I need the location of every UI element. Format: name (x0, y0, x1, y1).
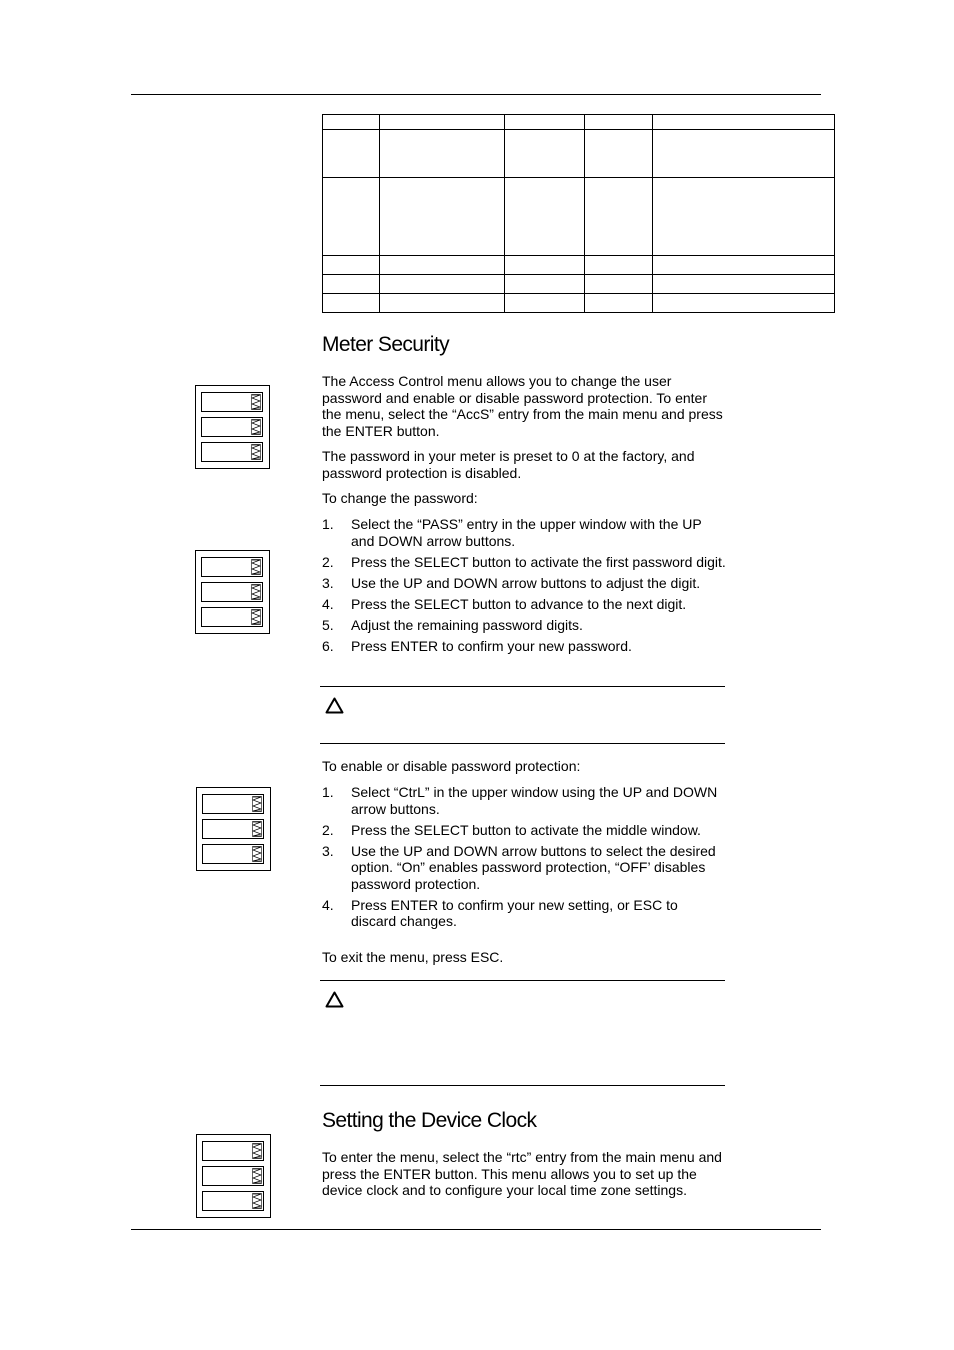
display-segment-icon (252, 821, 262, 837)
table-cell (585, 115, 653, 130)
note-rule-bottom (320, 743, 725, 744)
list-item (322, 638, 726, 655)
step-text: Press ENTER to confirm your new password. (351, 637, 632, 654)
list-item (322, 575, 726, 592)
step-text: Select “CtrL” in the upper window using the UP and DOWN arrow buttons. (351, 784, 718, 817)
display-segment-icon (252, 796, 262, 812)
table-cell (505, 130, 585, 178)
table-cell (323, 130, 380, 178)
caution-triangle-icon (325, 991, 344, 1013)
table-cell (505, 294, 585, 313)
table-cell (323, 178, 380, 256)
display-panel-icon (196, 1134, 271, 1218)
table-cell (380, 256, 505, 275)
step-text: Use the UP and DOWN arrow buttons to select the desired option. “On” enables password protection, “OFF’ disables password protection. (351, 842, 716, 892)
list-item (322, 822, 726, 839)
step-text: Select the “PASS” entry in the upper window with the UP and DOWN arrow buttons. (351, 516, 702, 549)
list-item (322, 617, 726, 634)
step-text: Press the SELECT button to advance to the next digit. (351, 595, 687, 612)
table-cell (323, 294, 380, 313)
table-cell (585, 294, 653, 313)
step-text: Adjust the remaining password digits. (351, 616, 583, 633)
table-cell (585, 130, 653, 178)
table-cell (653, 115, 835, 130)
footer-rule (131, 1229, 821, 1230)
table-cell (585, 178, 653, 256)
section-heading-device-clock: Setting the Device Clock (322, 1109, 537, 1132)
change-password-steps (322, 516, 726, 659)
intro-paragraph: The Access Control menu allows you to change the user password and enable or disable password protection. To enter the menu, select the “AccS” entry from the main menu and press the ENTER button. (322, 373, 723, 439)
step-number: 1. (322, 516, 334, 532)
table-cell (505, 256, 585, 275)
exit-menu-text: To exit the menu, press ESC. (322, 949, 504, 965)
table-row (323, 178, 835, 256)
caution-triangle-icon (325, 697, 344, 719)
change-password-lead: To change the password: (322, 490, 478, 506)
table-cell (380, 130, 505, 178)
step-number: 1. (322, 784, 334, 800)
table-cell (653, 178, 835, 256)
step-number: 2. (322, 553, 334, 570)
header-rule (131, 94, 821, 95)
display-segment-icon (252, 1168, 262, 1184)
table-cell (585, 256, 653, 275)
display-segment-icon (251, 444, 261, 460)
step-number: 4. (322, 896, 334, 913)
list-item (322, 843, 726, 893)
spec-table (322, 114, 835, 313)
list-item (322, 784, 726, 817)
display-panel-icon (195, 385, 270, 469)
table-cell (505, 178, 585, 256)
list-item (322, 596, 726, 613)
enable-protection-steps (322, 784, 726, 934)
table-row (323, 256, 835, 275)
table-cell (380, 115, 505, 130)
table-cell (653, 294, 835, 313)
table-cell (505, 115, 585, 130)
display-panel-icon (196, 787, 271, 871)
table-cell (653, 256, 835, 275)
display-segment-icon (251, 394, 261, 410)
enable-protection-lead: To enable or disable password protection: (322, 758, 581, 774)
table-row (323, 130, 835, 178)
list-item (322, 897, 726, 930)
step-text: Press the SELECT button to activate the middle window. (351, 821, 701, 838)
section-heading-meter-security: Meter Security (322, 333, 449, 356)
table-cell (653, 275, 835, 294)
list-item (322, 554, 726, 571)
note-rule-top (320, 980, 725, 981)
display-segment-icon (251, 584, 261, 600)
table-cell (323, 256, 380, 275)
display-segment-icon (251, 419, 261, 435)
table-cell (380, 294, 505, 313)
display-segment-icon (252, 846, 262, 862)
table-row (323, 275, 835, 294)
note-rule-top (320, 686, 725, 687)
display-panel-icon (195, 550, 270, 634)
table-cell (323, 115, 380, 130)
step-text: Use the UP and DOWN arrow buttons to adjust the digit. (351, 574, 701, 591)
step-number: 6. (322, 637, 334, 654)
step-number: 4. (322, 595, 334, 612)
list-item (322, 516, 726, 549)
note-rule-bottom (320, 1085, 725, 1086)
table-cell (505, 275, 585, 294)
step-number: 3. (322, 574, 334, 591)
factory-default-paragraph: The password in your meter is preset to 0 at the factory, and password protection is disabled. (322, 448, 695, 481)
table-cell (380, 178, 505, 256)
step-text: Press ENTER to confirm your new setting, or ESC to discard changes. (351, 896, 678, 929)
table-row (323, 115, 835, 130)
table-cell (323, 275, 380, 294)
table-cell (380, 275, 505, 294)
display-segment-icon (251, 559, 261, 575)
table-cell (653, 130, 835, 178)
display-segment-icon (252, 1143, 262, 1159)
device-clock-intro: To enter the menu, select the “rtc” entry from the main menu and press the ENTER button. This menu allows you to set up the device clock and to configure your local time zone settings. (322, 1149, 722, 1198)
display-segment-icon (252, 1193, 262, 1209)
display-segment-icon (251, 609, 261, 625)
step-text: Press the SELECT button to activate the first password digit. (351, 553, 726, 570)
table-cell (585, 275, 653, 294)
table-row (323, 294, 835, 313)
step-number: 3. (322, 842, 334, 859)
step-number: 2. (322, 821, 334, 838)
step-number: 5. (322, 616, 334, 633)
